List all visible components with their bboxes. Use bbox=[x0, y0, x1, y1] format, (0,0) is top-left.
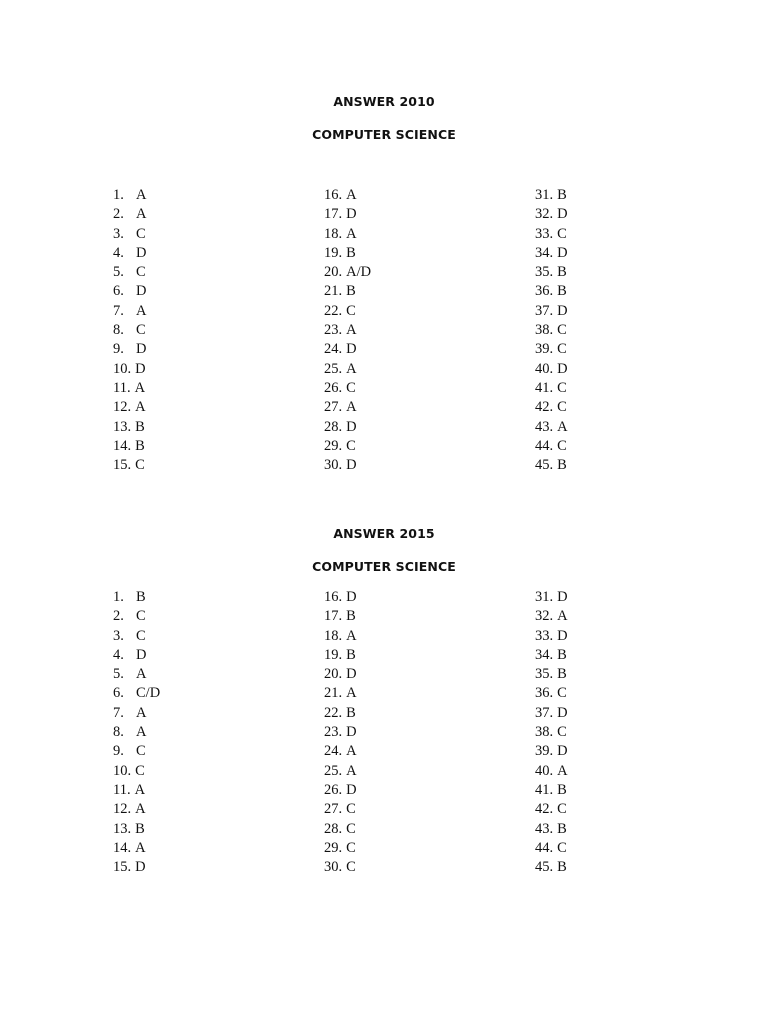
question-number: 33. bbox=[535, 225, 554, 242]
answer-item bbox=[113, 800, 160, 819]
answer-item bbox=[535, 186, 568, 205]
question-number: 16. bbox=[324, 589, 343, 605]
answer-letter: D bbox=[346, 781, 357, 798]
answer-item bbox=[324, 244, 371, 263]
question-number: 24. bbox=[324, 341, 343, 358]
question-number: 38. bbox=[535, 724, 554, 741]
answer-letter: C/D bbox=[136, 685, 161, 702]
question-number: 7. bbox=[113, 704, 124, 721]
answer-letter: C bbox=[557, 225, 567, 242]
question-number: 25. bbox=[324, 762, 343, 779]
answer-item bbox=[324, 321, 371, 340]
answer-letter: A bbox=[346, 743, 357, 760]
question-number: 7. bbox=[113, 302, 124, 319]
answer-letter: B bbox=[346, 646, 356, 663]
question-number: 40. bbox=[535, 762, 554, 779]
question-number: 41. bbox=[535, 379, 554, 396]
answer-item bbox=[535, 340, 568, 359]
answer-letter: D bbox=[346, 457, 357, 474]
answer-letter: A bbox=[346, 225, 357, 242]
question-number: 3. bbox=[113, 627, 124, 644]
question-number: 31. bbox=[535, 187, 554, 203]
question-number: 39. bbox=[535, 341, 554, 358]
answer-letter: A bbox=[557, 608, 568, 625]
answer-item bbox=[113, 762, 160, 781]
answer-letter: D bbox=[346, 666, 357, 683]
question-number: 1. bbox=[113, 589, 124, 605]
answer-letter: D bbox=[346, 589, 357, 605]
question-number: 14. bbox=[113, 437, 132, 454]
answer-letter: A bbox=[557, 418, 568, 435]
question-number: 9. bbox=[113, 743, 124, 760]
answer-letter: C bbox=[346, 859, 356, 876]
answer-letter: C bbox=[557, 839, 567, 856]
answer-item bbox=[535, 858, 568, 877]
question-number: 45. bbox=[535, 859, 554, 876]
answer-item bbox=[535, 418, 568, 437]
answer-item bbox=[113, 665, 160, 684]
answer-letter: C bbox=[557, 801, 567, 818]
answer-item bbox=[324, 379, 371, 398]
answer-letter: B bbox=[136, 589, 146, 605]
question-number: 35. bbox=[535, 666, 554, 683]
answer-letter: C bbox=[135, 762, 145, 779]
question-number: 43. bbox=[535, 418, 554, 435]
answer-item bbox=[113, 742, 160, 761]
answer-letter: D bbox=[557, 627, 568, 644]
answer-item bbox=[113, 839, 160, 858]
question-number: 13. bbox=[113, 820, 132, 837]
question-number: 34. bbox=[535, 646, 554, 663]
answer-letter: D bbox=[557, 244, 568, 261]
answer-item bbox=[535, 684, 568, 703]
answer-item bbox=[535, 205, 568, 224]
answer-letter: C bbox=[346, 379, 356, 396]
question-number: 16. bbox=[324, 187, 343, 203]
answer-letter: D bbox=[557, 360, 568, 377]
answer-letter: A bbox=[136, 724, 147, 741]
question-number: 2. bbox=[113, 608, 124, 625]
question-number: 23. bbox=[324, 724, 343, 741]
section-subject: COMPUTER SCIENCE bbox=[312, 559, 456, 574]
question-number: 42. bbox=[535, 801, 554, 818]
question-number: 12. bbox=[113, 399, 132, 416]
answer-letter: D bbox=[346, 341, 357, 358]
answer-column bbox=[113, 186, 146, 475]
question-number: 37. bbox=[535, 704, 554, 721]
question-number: 45. bbox=[535, 457, 554, 474]
answer-item bbox=[535, 244, 568, 263]
answer-letter: A bbox=[135, 801, 146, 818]
answer-item bbox=[535, 820, 568, 839]
question-number: 25. bbox=[324, 360, 343, 377]
answer-letter: A bbox=[346, 322, 357, 339]
answer-letter: B bbox=[557, 666, 567, 683]
question-number: 40. bbox=[535, 360, 554, 377]
question-number: 41. bbox=[535, 781, 554, 798]
question-number: 43. bbox=[535, 820, 554, 837]
question-number: 32. bbox=[535, 608, 554, 625]
answer-item bbox=[113, 607, 160, 626]
answer-letter: A bbox=[136, 187, 147, 203]
question-number: 33. bbox=[535, 627, 554, 644]
answer-letter: B bbox=[346, 283, 356, 300]
question-number: 4. bbox=[113, 646, 124, 663]
answer-item bbox=[113, 302, 146, 321]
answer-letter: B bbox=[557, 283, 567, 300]
answer-item bbox=[324, 704, 357, 723]
answer-letter: A bbox=[346, 399, 357, 416]
answer-item bbox=[324, 225, 371, 244]
answer-letter: D bbox=[557, 302, 568, 319]
question-number: 26. bbox=[324, 379, 343, 396]
answer-letter: C bbox=[557, 685, 567, 702]
answer-letter: B bbox=[557, 187, 567, 203]
answer-letter: B bbox=[557, 457, 567, 474]
section-subject: COMPUTER SCIENCE bbox=[312, 127, 456, 142]
answer-item bbox=[324, 340, 371, 359]
answer-letter: D bbox=[346, 418, 357, 435]
answer-letter: C bbox=[346, 839, 356, 856]
answer-column bbox=[535, 588, 568, 877]
answer-item bbox=[113, 646, 160, 665]
answer-letter: A bbox=[346, 627, 357, 644]
answer-letter: A bbox=[135, 399, 146, 416]
answer-item bbox=[535, 302, 568, 321]
question-number: 14. bbox=[113, 839, 132, 856]
question-number: 3. bbox=[113, 225, 124, 242]
answer-item bbox=[113, 723, 160, 742]
question-number: 20. bbox=[324, 666, 343, 683]
question-number: 22. bbox=[324, 302, 343, 319]
answer-item bbox=[324, 588, 357, 607]
question-number: 5. bbox=[113, 666, 124, 683]
answer-item bbox=[324, 263, 371, 282]
question-number: 44. bbox=[535, 839, 554, 856]
answer-letter: A bbox=[134, 781, 146, 798]
section-title: ANSWER 2015 bbox=[333, 526, 435, 541]
answer-letter: A bbox=[136, 206, 147, 223]
answer-item bbox=[535, 282, 568, 301]
answer-item bbox=[113, 781, 160, 800]
answer-letter: D bbox=[557, 206, 568, 223]
answer-item bbox=[113, 360, 146, 379]
answer-letter: D bbox=[136, 341, 147, 358]
answer-item bbox=[113, 282, 146, 301]
question-number: 13. bbox=[113, 418, 132, 435]
answer-letter: C bbox=[557, 399, 567, 416]
answer-item bbox=[535, 800, 568, 819]
answer-item bbox=[113, 456, 146, 475]
answer-letter: B bbox=[346, 608, 356, 625]
answer-item bbox=[324, 858, 357, 877]
answer-letter: D bbox=[135, 360, 146, 377]
answer-letter: C bbox=[136, 627, 146, 644]
answer-item bbox=[324, 646, 357, 665]
answer-item bbox=[535, 665, 568, 684]
answer-item bbox=[535, 398, 568, 417]
answer-column bbox=[324, 186, 371, 475]
question-number: 22. bbox=[324, 704, 343, 721]
question-number: 34. bbox=[535, 244, 554, 261]
answer-item bbox=[324, 186, 371, 205]
question-number: 27. bbox=[324, 399, 343, 416]
answer-item bbox=[324, 781, 357, 800]
answer-item bbox=[535, 456, 568, 475]
answer-item bbox=[535, 762, 568, 781]
answer-letter: C bbox=[135, 457, 145, 474]
answer-item bbox=[113, 379, 146, 398]
question-number: 11. bbox=[113, 379, 131, 396]
answer-letter: A bbox=[136, 704, 147, 721]
answer-letter: C bbox=[557, 379, 567, 396]
answer-item bbox=[535, 437, 568, 456]
question-number: 15. bbox=[113, 859, 132, 876]
question-number: 18. bbox=[324, 627, 343, 644]
answer-item bbox=[113, 340, 146, 359]
answer-item bbox=[535, 781, 568, 800]
question-number: 18. bbox=[324, 225, 343, 242]
answer-letter: A/D bbox=[346, 264, 372, 281]
answer-letter: D bbox=[136, 283, 147, 300]
answer-item bbox=[113, 205, 146, 224]
question-number: 19. bbox=[324, 244, 343, 261]
answer-item bbox=[535, 646, 568, 665]
answer-letter: A bbox=[136, 302, 147, 319]
question-number: 6. bbox=[113, 283, 124, 300]
answer-letter: B bbox=[346, 244, 356, 261]
answer-item bbox=[324, 800, 357, 819]
answer-letter: C bbox=[557, 341, 567, 358]
answer-letter: B bbox=[135, 418, 145, 435]
answer-letter: B bbox=[557, 820, 567, 837]
answer-letter: A bbox=[346, 762, 357, 779]
answer-letter: B bbox=[557, 781, 567, 798]
answer-item bbox=[113, 437, 146, 456]
question-number: 4. bbox=[113, 244, 124, 261]
answer-letter: D bbox=[136, 244, 147, 261]
answer-item bbox=[324, 607, 357, 626]
answer-letter: C bbox=[136, 225, 146, 242]
answer-letter: B bbox=[346, 704, 356, 721]
answer-letter: C bbox=[346, 302, 356, 319]
answer-column bbox=[535, 186, 568, 475]
answer-item bbox=[324, 456, 371, 475]
answer-item bbox=[535, 704, 568, 723]
question-number: 29. bbox=[324, 839, 343, 856]
answer-item bbox=[324, 437, 371, 456]
answer-item bbox=[324, 762, 357, 781]
question-number: 8. bbox=[113, 724, 124, 741]
answer-letter: A bbox=[346, 187, 357, 203]
answer-item bbox=[113, 321, 146, 340]
answer-item bbox=[113, 820, 160, 839]
answer-column bbox=[113, 588, 160, 877]
answer-letter: D bbox=[346, 206, 357, 223]
answer-letter: A bbox=[346, 360, 357, 377]
answer-letter: C bbox=[346, 801, 356, 818]
answer-letter: A bbox=[136, 666, 147, 683]
question-number: 2. bbox=[113, 206, 124, 223]
answer-item bbox=[324, 723, 357, 742]
answer-item bbox=[113, 398, 146, 417]
answer-letter: B bbox=[557, 859, 567, 876]
answer-item bbox=[324, 418, 371, 437]
answer-letter: C bbox=[346, 437, 356, 454]
answer-item bbox=[113, 627, 160, 646]
answer-letter: C bbox=[136, 264, 146, 281]
answer-letter: B bbox=[135, 820, 145, 837]
answer-item bbox=[324, 398, 371, 417]
question-number: 30. bbox=[324, 457, 343, 474]
answer-item bbox=[535, 321, 568, 340]
question-number: 39. bbox=[535, 743, 554, 760]
answer-item bbox=[535, 742, 568, 761]
answer-letter: A bbox=[557, 762, 568, 779]
question-number: 5. bbox=[113, 264, 124, 281]
answer-letter: D bbox=[346, 724, 357, 741]
question-number: 24. bbox=[324, 743, 343, 760]
question-number: 23. bbox=[324, 322, 343, 339]
answer-item bbox=[113, 418, 146, 437]
answer-item bbox=[535, 839, 568, 858]
question-number: 36. bbox=[535, 283, 554, 300]
question-number: 32. bbox=[535, 206, 554, 223]
question-number: 27. bbox=[324, 801, 343, 818]
question-number: 28. bbox=[324, 820, 343, 837]
answer-item bbox=[113, 225, 146, 244]
answer-column bbox=[324, 588, 357, 877]
question-number: 36. bbox=[535, 685, 554, 702]
question-number: 10. bbox=[113, 762, 132, 779]
answer-letter: D bbox=[136, 646, 147, 663]
answer-letter: C bbox=[136, 322, 146, 339]
question-number: 35. bbox=[535, 264, 554, 281]
answer-item bbox=[113, 263, 146, 282]
answer-item bbox=[324, 302, 371, 321]
answer-item bbox=[324, 839, 357, 858]
answer-item bbox=[324, 665, 357, 684]
question-number: 19. bbox=[324, 646, 343, 663]
question-number: 8. bbox=[113, 322, 124, 339]
answer-letter: B bbox=[557, 264, 567, 281]
answer-item bbox=[324, 627, 357, 646]
question-number: 44. bbox=[535, 437, 554, 454]
answer-item bbox=[113, 244, 146, 263]
answer-letter: A bbox=[134, 379, 146, 396]
answer-item bbox=[324, 205, 371, 224]
question-number: 21. bbox=[324, 283, 343, 300]
answer-letter: B bbox=[557, 646, 567, 663]
answer-item bbox=[324, 360, 371, 379]
question-number: 10. bbox=[113, 360, 132, 377]
answer-item bbox=[535, 360, 568, 379]
answer-letter: C bbox=[557, 724, 567, 741]
answer-letter: C bbox=[557, 437, 567, 454]
answer-letter: D bbox=[135, 859, 146, 876]
question-number: 28. bbox=[324, 418, 343, 435]
question-number: 29. bbox=[324, 437, 343, 454]
answer-item bbox=[113, 186, 146, 205]
answer-item bbox=[535, 225, 568, 244]
question-number: 12. bbox=[113, 801, 132, 818]
question-number: 17. bbox=[324, 608, 343, 625]
question-number: 26. bbox=[324, 781, 343, 798]
answer-item bbox=[324, 282, 371, 301]
answer-item bbox=[535, 263, 568, 282]
section-title: ANSWER 2010 bbox=[333, 94, 435, 109]
answer-item bbox=[535, 607, 568, 626]
answer-letter: C bbox=[136, 608, 146, 625]
answer-letter: A bbox=[135, 839, 146, 856]
question-number: 31. bbox=[535, 589, 554, 605]
answer-item bbox=[113, 588, 160, 607]
answer-letter: B bbox=[135, 437, 145, 454]
question-number: 17. bbox=[324, 206, 343, 223]
answer-item bbox=[324, 742, 357, 761]
answer-letter: D bbox=[557, 589, 568, 605]
question-number: 30. bbox=[324, 859, 343, 876]
answer-item bbox=[535, 627, 568, 646]
question-number: 37. bbox=[535, 302, 554, 319]
answer-letter: C bbox=[557, 322, 567, 339]
question-number: 9. bbox=[113, 341, 124, 358]
question-number: 42. bbox=[535, 399, 554, 416]
answer-item bbox=[113, 684, 160, 703]
answer-letter: A bbox=[346, 685, 357, 702]
answer-item bbox=[535, 588, 568, 607]
answer-item bbox=[535, 723, 568, 742]
answer-item bbox=[113, 704, 160, 723]
question-number: 11. bbox=[113, 781, 131, 798]
answer-letter: D bbox=[557, 704, 568, 721]
answer-item bbox=[113, 858, 160, 877]
answer-item bbox=[535, 379, 568, 398]
answer-item bbox=[324, 820, 357, 839]
question-number: 20. bbox=[324, 264, 343, 281]
question-number: 21. bbox=[324, 685, 343, 702]
answer-letter: C bbox=[136, 743, 146, 760]
answer-item bbox=[324, 684, 357, 703]
question-number: 6. bbox=[113, 685, 124, 702]
question-number: 1. bbox=[113, 187, 124, 203]
answer-letter: D bbox=[557, 743, 568, 760]
question-number: 15. bbox=[113, 457, 132, 474]
question-number: 38. bbox=[535, 322, 554, 339]
answer-letter: C bbox=[346, 820, 356, 837]
